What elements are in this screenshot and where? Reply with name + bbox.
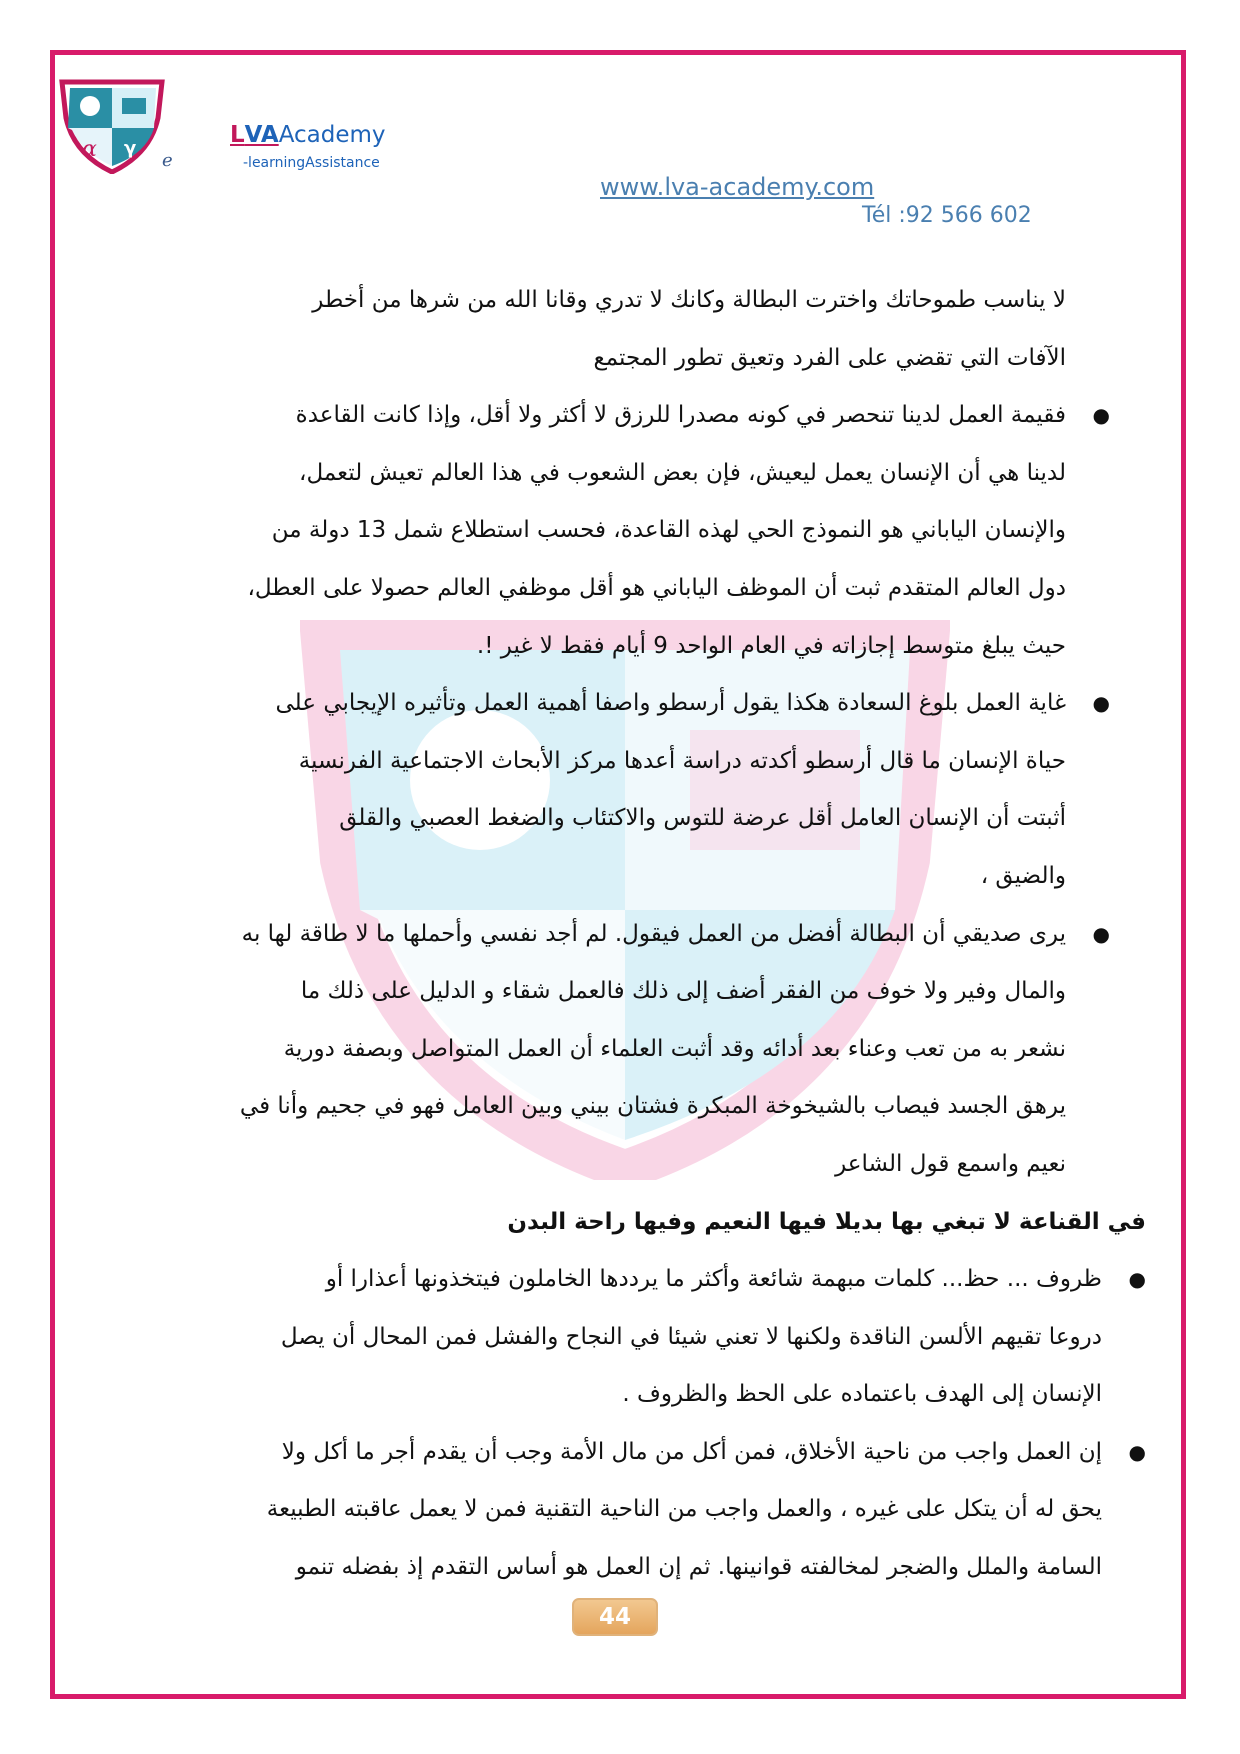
bullet-item-start bbox=[110, 906, 1110, 964]
lva-academy-logo bbox=[58, 78, 166, 174]
text-line: والضيق ، bbox=[980, 862, 1066, 889]
text-line: دول العالم المتقدم ثبت أن الموظف الياباني هو أقل موظفي العالم حصولا على العطل، bbox=[247, 574, 1066, 601]
bullet-icon: ● bbox=[1092, 403, 1110, 428]
text-line: الآفات التي تقضي على الفرد وتعيق تطور المجتمع bbox=[593, 344, 1066, 371]
text-line: يحق له أن يتكل على غيره ، والعمل واجب من الناحية التقنية فمن لا يعمل عاقبته الطبيعة bbox=[266, 1496, 1102, 1523]
text-line: حياة الإنسان ما قال أرسطو أكدته دراسة أعدها مركز الأبحاث الاجتماعية الفرنسية bbox=[298, 747, 1066, 774]
text-line: السامة والملل والضجر لمخالفته قوانينها. ثم إن العمل هو أساس التقدم إذ بفضله تنمو bbox=[295, 1554, 1102, 1581]
text-line: إن العمل واجب من ناحية الأخلاق، فمن أكل من مال الأمة وجب أن يقدم أجر ما أكل ولا bbox=[281, 1438, 1102, 1465]
brand-name bbox=[230, 122, 386, 148]
page-number-badge bbox=[572, 1598, 658, 1636]
bullet-icon: ● bbox=[1092, 691, 1110, 716]
brand-lva: LVA bbox=[230, 122, 279, 148]
bullet-icon: ● bbox=[1092, 921, 1110, 946]
bullet-item-start bbox=[110, 387, 1110, 445]
text-line: الإنسان إلى الهدف باعتماده على الحظ والظروف . bbox=[622, 1381, 1102, 1408]
phone-number: Tél :92 566 602 bbox=[862, 203, 1032, 228]
website-link[interactable]: www.lva-academy.com bbox=[600, 173, 875, 201]
text-line: نعيم واسمع قول الشاعر bbox=[835, 1150, 1066, 1177]
svg-text:α: α bbox=[82, 137, 97, 162]
text-line: غاية العمل بلوغ السعادة هكذا يقول أرسطو واصفا أهمية العمل وتأثيره الإيجابي على bbox=[275, 690, 1066, 717]
bullet-icon: ● bbox=[1128, 1439, 1146, 1464]
text-line: دروعا تقيهم الألسن الناقدة ولكنها لا تعني شيئا في النجاح والفشل فمن المحال أن يصل bbox=[280, 1323, 1102, 1350]
text-line: ظروف ... حظ... كلمات مبهمة شائعة وأكثر ما يرددها الخاملون فيتخذونها أعذارا أو bbox=[325, 1266, 1102, 1293]
article-body bbox=[110, 272, 1146, 1597]
page-number: 44 bbox=[598, 1604, 631, 1630]
text-line: لا يناسب طموحاتك واخترت البطالة وكانك لا تدري وقانا الله من شرها من أخطر bbox=[312, 287, 1066, 313]
text-line: لدينا هي أن الإنسان يعمل ليعيش، فإن بعض الشعوب في هذا العالم تعيش لتعمل، bbox=[299, 459, 1066, 486]
logo-letter: e bbox=[162, 150, 173, 171]
text-line: والإنسان الياباني هو النموذج الحي لهذه القاعدة، فحسب استطلاع شمل 13 دولة من bbox=[271, 517, 1066, 544]
bullet-icon: ● bbox=[1128, 1267, 1146, 1292]
brand-academy: Academy bbox=[278, 122, 386, 148]
bullet-item-start bbox=[110, 675, 1110, 733]
poem-verse: في القناعة لا تبغي بها بديلا فيها النعيم وفيها راحة البدن bbox=[507, 1208, 1146, 1235]
bullet-item-start bbox=[110, 1424, 1146, 1482]
brand-tagline: -learningAssistance bbox=[243, 155, 380, 171]
bullet-item-start bbox=[110, 1251, 1146, 1309]
text-line: حيث يبلغ متوسط إجازاته في العام الواحد 9 أيام فقط لا غير !. bbox=[476, 632, 1066, 659]
text-line: فقيمة العمل لدينا تنحصر في كونه مصدرا للرزق لا أكثر ولا أقل، وإذا كانت القاعدة bbox=[295, 402, 1066, 429]
text-line: يرى صديقي أن البطالة أفضل من العمل فيقول. لم أجد نفسي وأحملها ما لا طاقة لها به bbox=[241, 920, 1066, 947]
text-line: نشعر به من تعب وعناء بعد أدائه وقد أثبت العلماء أن العمل المتواصل وبصفة دورية bbox=[283, 1035, 1066, 1062]
text-line: أثبتت أن الإنسان العامل أقل عرضة للتوس والاكتئاب والضغط العصبي والقلق bbox=[339, 805, 1066, 832]
text-line: والمال وفير ولا خوف من الفقر أضف إلى ذلك فالعمل شقاء و الدليل على ذلك ما bbox=[300, 978, 1066, 1005]
svg-text:γ: γ bbox=[124, 138, 137, 159]
text-line: يرهق الجسد فيصاب بالشيخوخة المبكرة فشتان بيني وبين العامل فهو في جحيم وأنا في bbox=[239, 1093, 1066, 1120]
